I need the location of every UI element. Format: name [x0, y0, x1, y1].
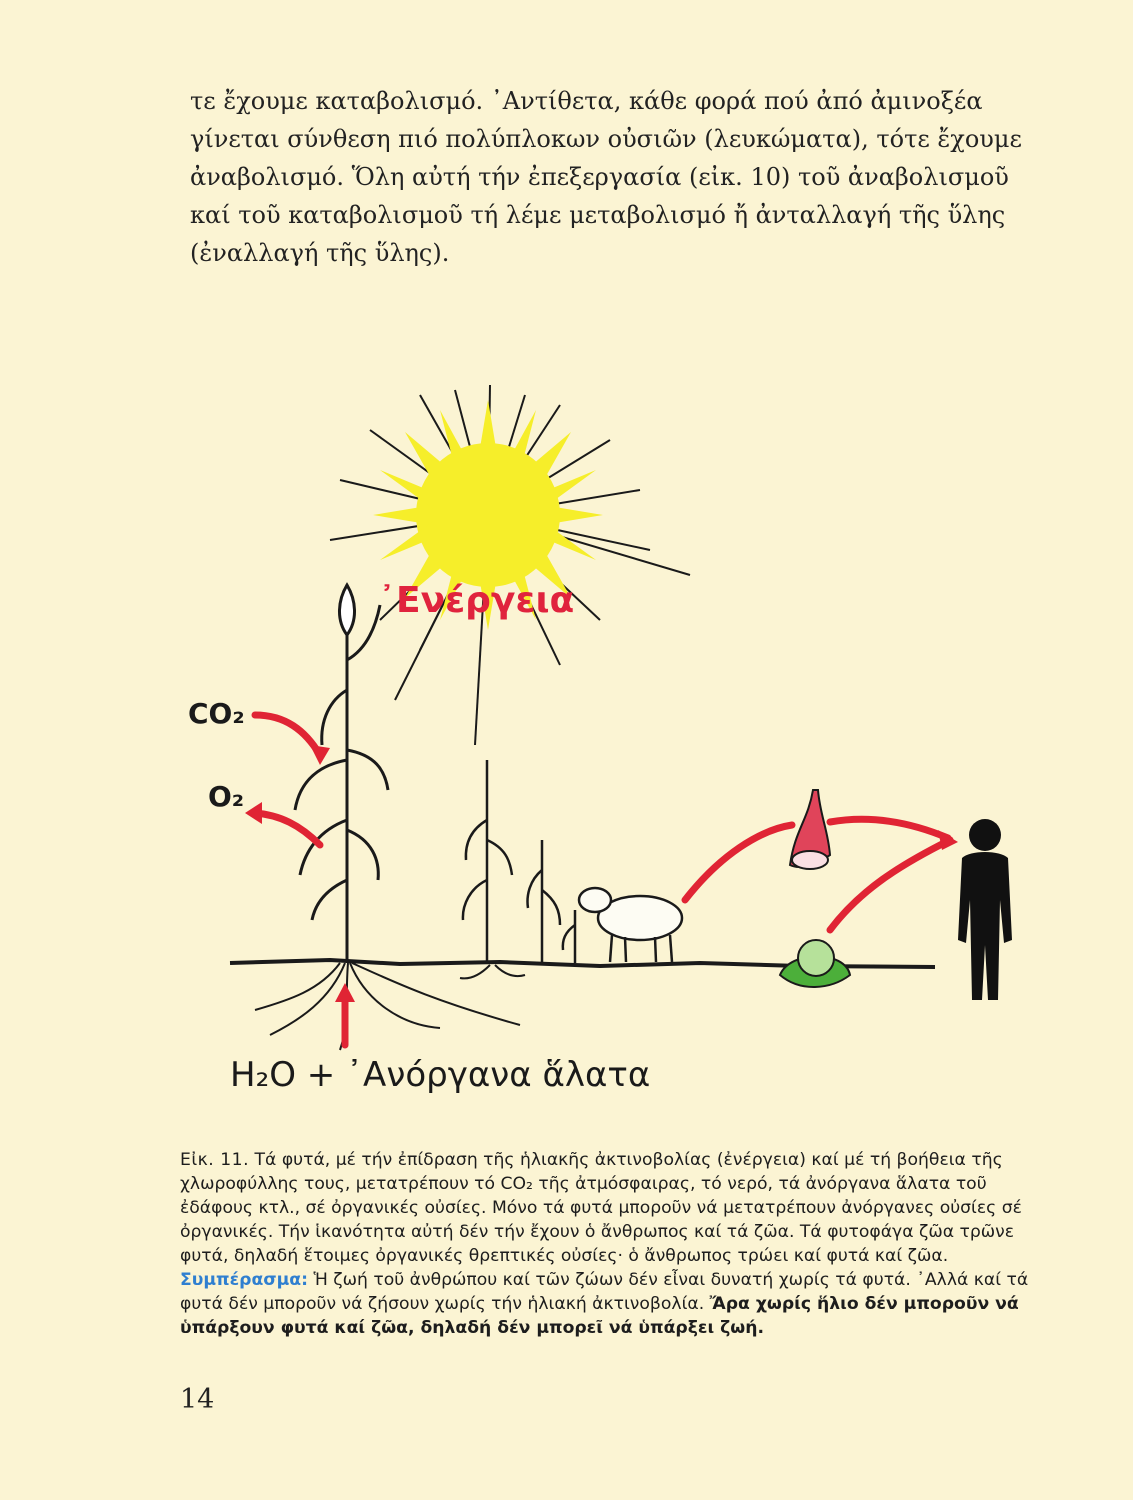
caption-figure-number: Εἰκ. 11. [180, 1150, 250, 1170]
sheep-to-meat-arrow [685, 825, 792, 900]
human-silhouette-icon [958, 819, 1012, 1000]
sheep-icon [579, 888, 682, 962]
co2-arrow [255, 715, 320, 755]
label-co2: CO₂ [188, 697, 245, 730]
lettuce-icon [780, 940, 850, 987]
label-water-minerals: H₂O + ᾿Ανόργανα ἅλατα [230, 1055, 651, 1095]
tall-corn-plant [295, 585, 388, 963]
figure-caption [180, 1148, 1035, 1340]
body-paragraph [190, 82, 1040, 272]
conclusion-label: Συμπέρασμα: [180, 1270, 308, 1290]
lettuce-to-human-arrow [830, 840, 950, 930]
label-o2: O₂ [208, 780, 245, 813]
red-arrows [255, 715, 950, 1045]
conclusion-text: Ἡ ζωή τοῦ ἀνθρώπου καί τῶν ζώων δέν εἶναι δυνατή χωρίς τά φυτά. ᾿Αλλά καί τά φυτά δέν μποροῦν νά ζήσουν χωρίς τήν ἡλιακή ἀκτινοβολία. [180, 1270, 1029, 1314]
meat-to-human-arrow [830, 819, 948, 838]
conclusion-bold-text: Ἄρα χωρίς ἥλιο δέν μποροῦν νά ὑπάρξουν φυτά καί ζῶα, δηλαδή δέν μπορεῖ νά ὑπάρξει ζωή. [180, 1294, 1019, 1338]
small-corn-plants [463, 760, 575, 963]
label-energy: ᾿Ενέργεια [378, 580, 575, 621]
o2-arrow [255, 813, 320, 845]
figure-photosynthesis-diagram [0, 360, 1133, 1130]
meat-icon [790, 790, 830, 869]
paragraph-text: τε ἔχουμε καταβολισμό. ᾿Αντίθετα, κάθε φορά πού ἀπό ἀμινοξέα γίνεται σύνθεση πιό πολύπλοκων οὐσιῶν (λευκώματα), τότε ἔχουμε ἀναβολισμό. Ὅλη αὐτή τήν ἐπεξεργασία (εἰκ. 10) τοῦ ἀναβολισμοῦ καί τοῦ καταβολισμοῦ τή λέμε μεταβολισμό ἤ ἀνταλλαγή τῆς ὕλης (ἐναλλαγή τῆς ὕλης). [190, 87, 1022, 267]
page-number: 14 [180, 1384, 215, 1415]
roots [255, 963, 525, 1050]
caption-text: Τά φυτά, μέ τήν ἐπίδραση τῆς ἡλιακῆς ἀκτινοβολίας (ἐνέργεια) καί μέ τή βοήθεια τῆς χλωροφύλλης τους, μετατρέπουν τό CO₂ τῆς ἀτμόσφαιρας, τό νερό, τά ἀνόργανα ἅλατα τοῦ ἐδάφους κτλ., σέ ὀργανικές οὐσίες. Μόνο τά φυτά μποροῦν νά μετατρέπουν ἀνόργανες οὐσίες σέ ὀργανικές. Τήν ἱκανότητα αὐτή δέν τήν ἔχουν ὁ ἄνθρωπος καί τά ζῶα. Τά φυτοφάγα ζῶα τρῶνε φυτά, δηλαδή ἕτοιμες ὀργανικές θρεπτικές οὐσίες· ὁ ἄνθρωπος τρώει καί φυτά καί ζῶα. [180, 1150, 1022, 1266]
figure-illustration [0, 360, 1133, 1130]
